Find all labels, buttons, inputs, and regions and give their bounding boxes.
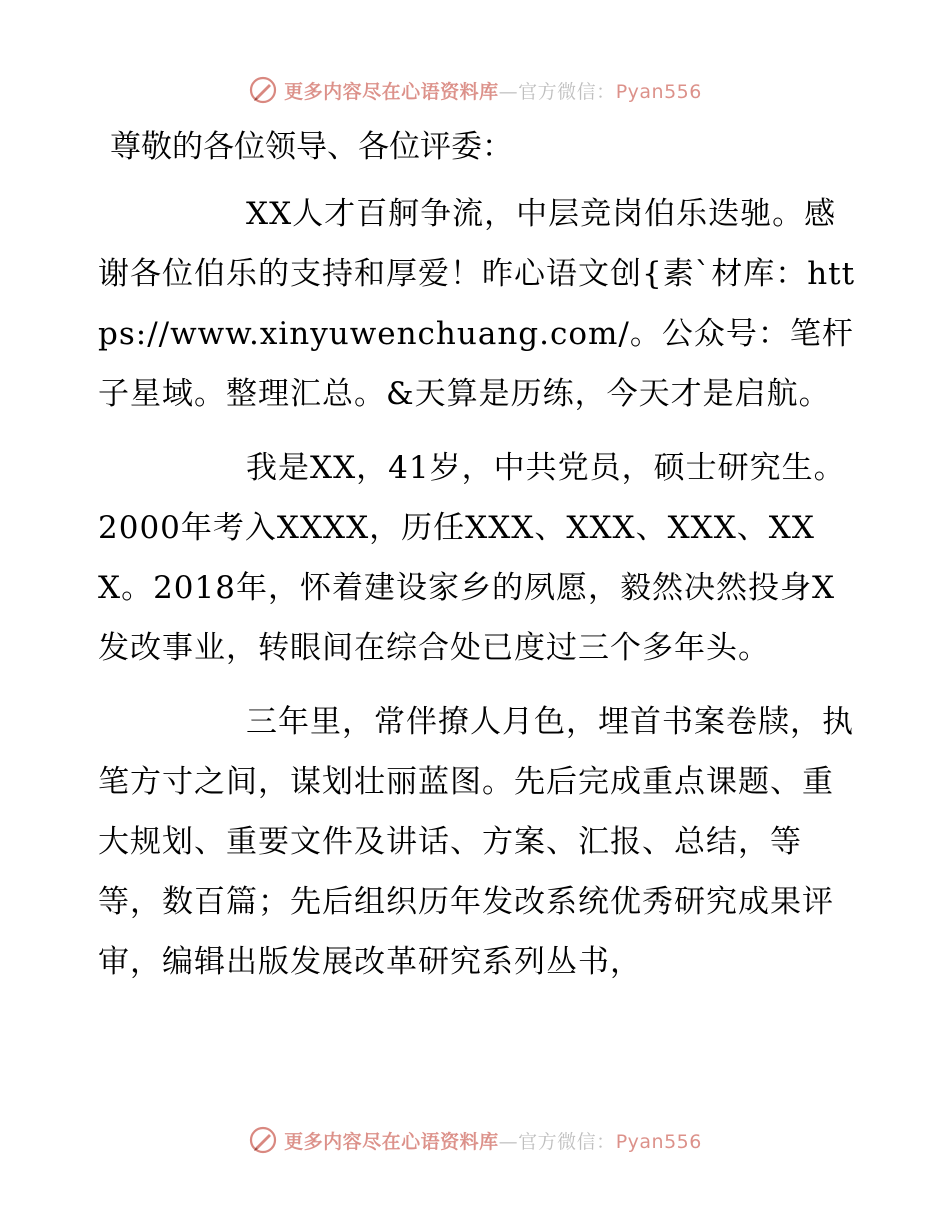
pen-logo-icon [248, 75, 278, 105]
paragraph-1: XX人才百舸争流，中层竞岗伯乐迭驰。感谢各位伯乐的支持和厚爱！昨心语文创{素`材库：https://www.xinyuwenchuang.com/。公众号：笔杆子星域。整理汇总。&天算是历练，今天才是启航。 [98, 196, 856, 412]
header-watermark-banner [0, 70, 950, 110]
footer-watermark-wechat-id: Pyan556 [615, 1130, 702, 1153]
pen-logo-icon [248, 1125, 278, 1155]
header-watermark-dash: — [498, 80, 519, 103]
header-watermark-wechat-id: Pyan556 [615, 80, 702, 103]
paragraph-3: 三年里，常伴撩人月色，埋首书案卷牍，执笔方寸之间，谋划壮丽蓝图。先后完成重点课题、重大规划、重要文件及讲话、方案、汇报、总结，等等，数百篇；先后组织历年发改系统优秀研究成果评审，编辑出版发展改革研究系列丛书， [98, 704, 854, 980]
greeting-line: 尊敬的各位领导、各位评委： [110, 129, 513, 165]
footer-watermark-label: 更多内容尽在心语资料库 [284, 1130, 499, 1153]
footer-watermark-banner [0, 1120, 950, 1160]
document-body [98, 124, 858, 1006]
header-watermark-label: 更多内容尽在心语资料库 [284, 80, 499, 103]
paragraph-2: 我是XX，41岁，中共党员，硕士研究生。2000年考入XXXX，历任XXX、XXX、XXX、XXX。2018年，怀着建设家乡的夙愿，毅然决然投身X发改事业，转眼间在综合处已度过三个多年头。 [98, 450, 846, 666]
header-watermark-text [284, 77, 702, 104]
header-watermark-sub: 官方微信： [518, 80, 616, 103]
footer-watermark-text [284, 1127, 702, 1154]
footer-watermark-sub: 官方微信： [518, 1130, 616, 1153]
footer-watermark-dash: — [498, 1130, 519, 1153]
